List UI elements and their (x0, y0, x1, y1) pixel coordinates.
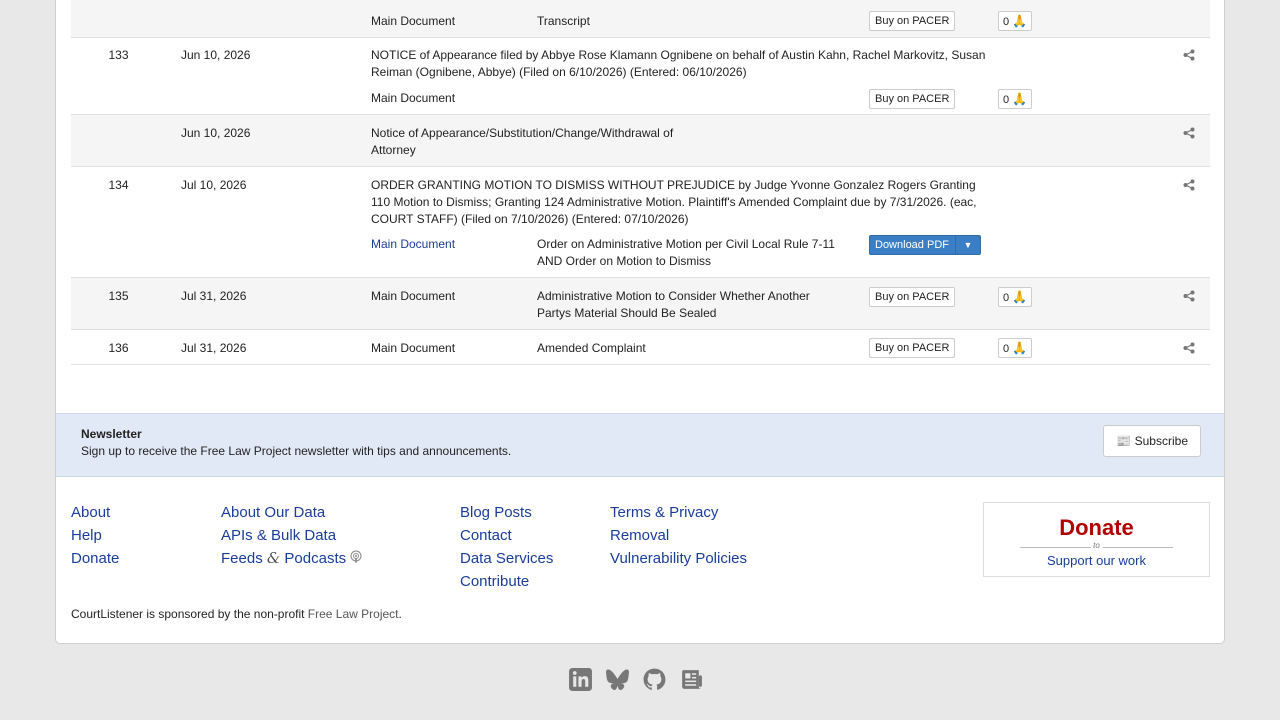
entry-description: Notice of Appearance/Substitution/Change/Withdrawal of Attorney (371, 126, 674, 157)
docket-table (71, 0, 1210, 365)
entry-description: NOTICE of Appearance filed by Abbye Rose Klamann Ognibene on behalf of Austin Kahn, Rachel Markovitz, Susan Reiman (Ognibene, Abbye) (Filed on 6/10/2026) (Entered: 06/10/2026) (371, 48, 986, 79)
footer-link-vulnerability[interactable]: Vulnerability Policies (610, 550, 748, 567)
footer-link-help[interactable]: Help (71, 527, 102, 544)
newspaper-icon[interactable] (679, 667, 704, 692)
table-row (71, 330, 1210, 365)
table-row (71, 38, 1210, 115)
document-label: Main Document (371, 289, 456, 303)
share-icon[interactable] (1183, 127, 1195, 139)
podcast-icon (350, 550, 362, 564)
buy-on-pacer-button[interactable]: Buy on PACER (869, 89, 955, 109)
footer-column-2 (221, 501, 362, 570)
download-pdf-button[interactable] (869, 235, 981, 255)
footer-link-terms[interactable]: Terms & Privacy (610, 504, 719, 521)
entry-date: Jul 31, 2026 (181, 341, 247, 355)
prayer-count-button[interactable]: 0 🙏 (998, 11, 1032, 31)
free-law-project-link[interactable]: Free Law Project (307, 607, 399, 621)
folded-hands-icon: 🙏 (1012, 92, 1028, 106)
footer-column-1 (71, 501, 119, 570)
prayer-count-button[interactable]: 0 🙏 (998, 89, 1032, 109)
download-pdf-label[interactable]: Download PDF (870, 236, 956, 254)
footer-link-donate[interactable]: Donate (71, 550, 120, 567)
document-label: Main Document (371, 14, 456, 28)
document-description: Amended Complaint (537, 341, 646, 355)
entry-date: Jul 31, 2026 (181, 289, 247, 303)
entry-number: 136 (108, 341, 129, 355)
footer-link-about[interactable]: About (71, 504, 111, 521)
document-label: Main Document (371, 91, 456, 105)
bluesky-icon[interactable] (605, 667, 630, 692)
table-row (71, 278, 1210, 330)
main-document-link[interactable]: Main Document (371, 237, 456, 251)
social-icons (568, 667, 704, 692)
subscribe-label: Subscribe (1134, 434, 1188, 448)
footer-link-data-services[interactable]: Data Services (460, 550, 554, 567)
footer-link-apis[interactable]: APIs & Bulk Data (221, 527, 337, 544)
footer-column-4 (610, 501, 747, 570)
share-icon[interactable] (1183, 342, 1195, 354)
linkedin-icon[interactable] (568, 667, 593, 692)
subscribe-button[interactable] (1103, 425, 1201, 457)
table-row (71, 167, 1210, 278)
github-icon[interactable] (642, 667, 667, 692)
share-icon[interactable] (1183, 290, 1195, 302)
newsletter-banner (56, 413, 1225, 477)
footer-link-contact[interactable]: Contact (460, 527, 512, 544)
document-description: Order on Administrative Motion per Civil Local Rule 7-11 AND Order on Motion to Dismiss (537, 237, 835, 268)
entry-number: 134 (108, 178, 129, 192)
footer-link-contribute[interactable]: Contribute (460, 573, 530, 590)
entry-date: Jun 10, 2026 (181, 126, 251, 140)
donate-title: Donate (1059, 515, 1134, 540)
document-label: Main Document (371, 341, 456, 355)
prayer-count-button[interactable]: 0 🙏 (998, 287, 1032, 307)
footer-link-removal[interactable]: Removal (610, 527, 670, 544)
donate-subtitle: Support our work (1047, 553, 1146, 568)
prayer-count-button[interactable]: 0 🙏 (998, 338, 1032, 358)
table-row (71, 0, 1210, 38)
share-icon[interactable] (1183, 179, 1195, 191)
sponsor-line: CourtListener is sponsored by the non-profit Free Law Project. (71, 607, 402, 621)
footer-link-blog[interactable]: Blog Posts (460, 504, 532, 521)
footer-link-about-data[interactable]: About Our Data (221, 504, 326, 521)
document-description: Administrative Motion to Consider Whether Another Partys Material Should Be Sealed (537, 289, 810, 320)
entry-description: ORDER GRANTING MOTION TO DISMISS WITHOUT PREJUDICE by Judge Yvonne Gonzalez Rogers Granting 110 Motion to Dismiss; Granting 124 Administrative Motion. Plaintiff's Amended Complaint due by 7/31/2026. (eac, COURT STAFF) (Filed on 7/10/2026) (Entered: 07/10/2026) (371, 178, 977, 226)
folded-hands-icon: 🙏 (1012, 290, 1028, 304)
folded-hands-icon: 🙏 (1012, 341, 1028, 355)
folded-hands-icon: 🙏 (1012, 14, 1028, 28)
table-row (71, 115, 1210, 167)
docket-card (55, 0, 1225, 644)
buy-on-pacer-button[interactable]: Buy on PACER (869, 287, 955, 307)
entry-date: Jun 10, 2026 (181, 48, 251, 62)
buy-on-pacer-button[interactable]: Buy on PACER (869, 338, 955, 358)
donate-divider: to (1020, 547, 1173, 557)
entry-date: Jul 10, 2026 (181, 178, 247, 192)
share-icon[interactable] (1183, 49, 1195, 61)
entry-number: 135 (108, 289, 129, 303)
newspaper-icon: 📰 (1116, 434, 1132, 448)
donate-box[interactable] (983, 502, 1210, 577)
document-description: Transcript (537, 14, 590, 28)
footer-link-feeds-podcasts[interactable]: Feeds & Podcasts (221, 547, 362, 570)
entry-number: 133 (108, 48, 129, 62)
newsletter-text: Sign up to receive the Free Law Project newsletter with tips and announcements. (81, 444, 512, 458)
footer-column-3 (460, 501, 553, 593)
newsletter-title: Newsletter (81, 427, 142, 441)
caret-down-icon[interactable]: ▼ (963, 240, 973, 250)
buy-on-pacer-button[interactable]: Buy on PACER (869, 11, 955, 31)
